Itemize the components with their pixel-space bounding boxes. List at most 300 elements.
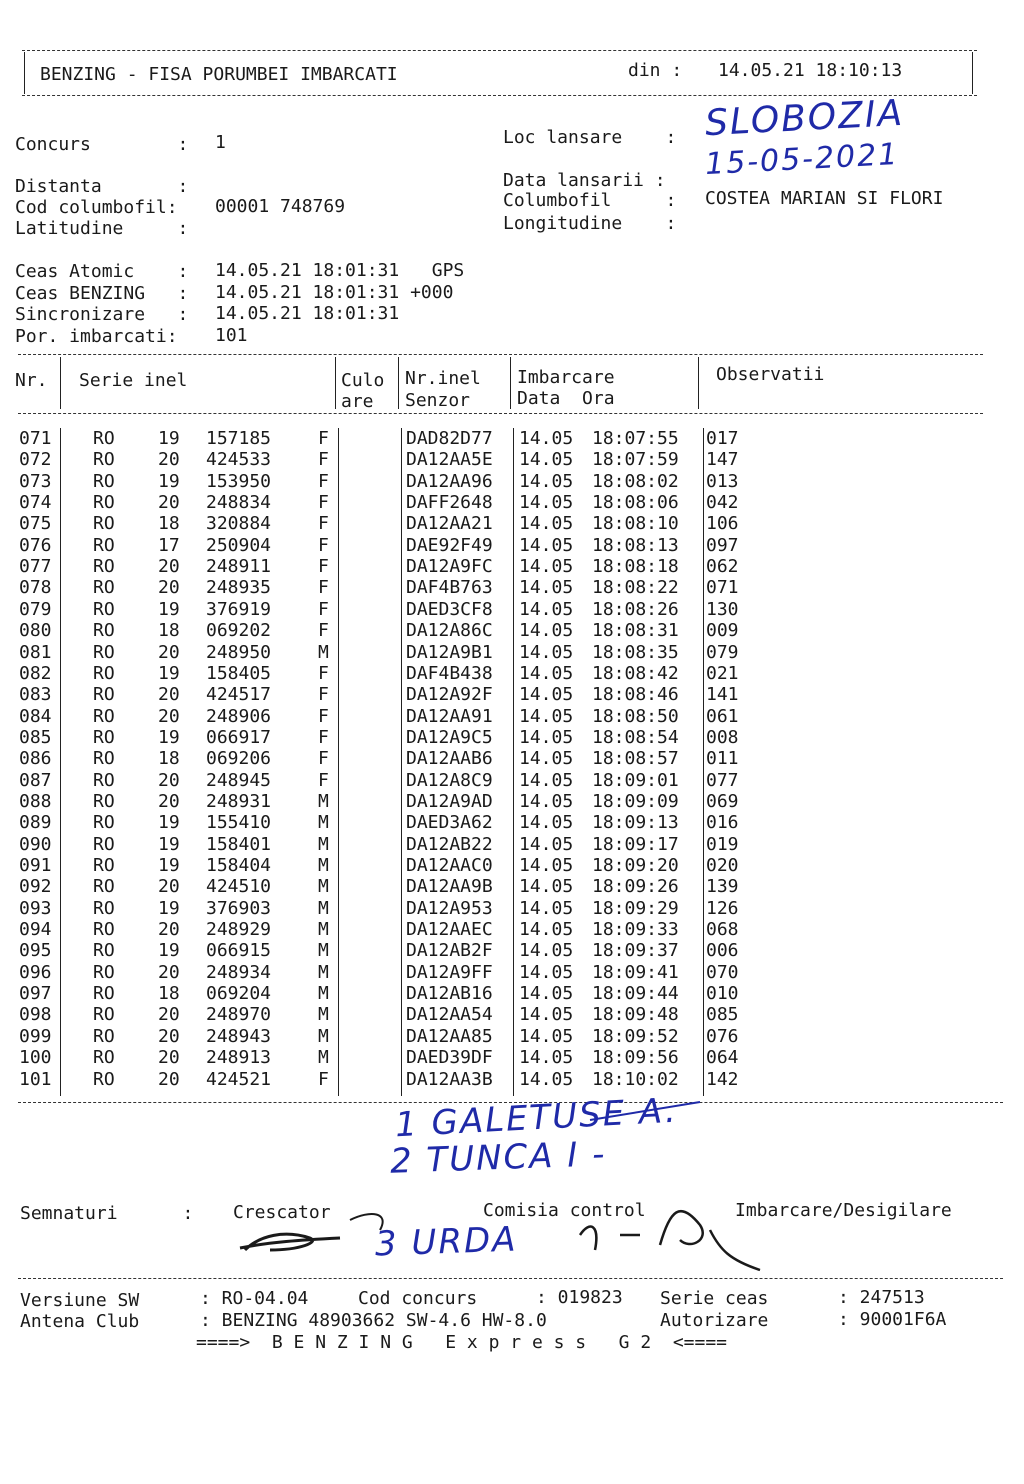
- cell-an: 20: [158, 919, 180, 941]
- cell-an: 20: [158, 876, 180, 898]
- autorizare-value: : 90001F6A: [838, 1309, 947, 1330]
- cell-senzor: DAED3CF8: [406, 598, 493, 620]
- table-row: [0, 898, 1024, 919]
- table-row: [0, 770, 1024, 791]
- footer-top-border: [18, 1278, 1003, 1279]
- cell-data: 14.05: [519, 1025, 574, 1047]
- cod-concurs-value: : 019823: [536, 1287, 623, 1308]
- cell-an: 19: [158, 662, 180, 684]
- table-row: [0, 492, 1024, 513]
- cell-nr: 079: [19, 598, 52, 620]
- cell-inel: 157185: [206, 428, 272, 449]
- cell-sex: F: [318, 620, 329, 642]
- header-left-border: [24, 52, 25, 94]
- cell-ora: 18:09:56: [592, 1047, 679, 1069]
- cell-tara: RO: [93, 598, 115, 620]
- cell-nr: 080: [19, 620, 52, 642]
- cell-data: 14.05: [519, 876, 574, 898]
- col-divider-serie: [335, 357, 336, 409]
- cell-sex: F: [318, 726, 329, 748]
- cell-tara: RO: [93, 1047, 115, 1069]
- table-row: [0, 1047, 1024, 1068]
- handwritten-loc-lansare: SLOBOZIA: [704, 92, 906, 145]
- cell-nr: 075: [19, 513, 52, 535]
- table-row: [0, 471, 1024, 492]
- cell-inel: 066915: [206, 940, 272, 962]
- serie-ceas-label: Serie ceas: [660, 1288, 769, 1309]
- cell-obs: 010: [706, 983, 739, 1005]
- cell-data: 14.05: [519, 812, 574, 834]
- signature-scribbles: [230, 1100, 790, 1280]
- table-row: [0, 449, 1024, 470]
- cell-ora: 18:09:01: [592, 769, 679, 791]
- cell-tara: RO: [93, 812, 115, 834]
- cell-inel: 250904: [206, 534, 272, 556]
- cell-obs: 106: [706, 513, 739, 535]
- cell-inel: 248913: [206, 1047, 272, 1069]
- table-row: [0, 962, 1024, 983]
- table-row: [0, 535, 1024, 556]
- header-culoare: Culo: [341, 370, 385, 391]
- cell-nr: 100: [19, 1047, 52, 1069]
- cell-senzor: DA12AA96: [406, 470, 493, 492]
- cell-sex: M: [318, 876, 329, 898]
- cell-nr: 071: [19, 428, 52, 449]
- cell-tara: RO: [93, 620, 115, 642]
- table-row: [0, 1026, 1024, 1047]
- header-imbarcare: Imbarcare: [517, 367, 615, 388]
- header-observatii: Observatii: [716, 364, 825, 385]
- table-row: [0, 1004, 1024, 1025]
- table-row: [0, 556, 1024, 577]
- cell-sex: M: [318, 812, 329, 834]
- cell-an: 20: [158, 577, 180, 599]
- table-row: [0, 513, 1024, 534]
- cell-obs: 011: [706, 748, 739, 770]
- comisia-control-label: Comisia control: [483, 1200, 646, 1221]
- cell-ora: 18:08:26: [592, 598, 679, 620]
- table-row: [0, 620, 1024, 641]
- cell-sex: F: [318, 748, 329, 770]
- cell-senzor: DA12AA91: [406, 705, 493, 727]
- page-title: BENZING - FISA PORUMBEI IMBARCATI: [40, 64, 398, 85]
- cell-obs: 062: [706, 556, 739, 578]
- cell-obs: 070: [706, 961, 739, 983]
- cell-inel: 424510: [206, 876, 272, 898]
- cell-an: 20: [158, 556, 180, 578]
- cell-data: 14.05: [519, 513, 574, 535]
- cell-nr: 094: [19, 919, 52, 941]
- cell-inel: 424521: [206, 1068, 272, 1090]
- cell-senzor: DA12A9AD: [406, 790, 493, 812]
- cell-nr: 078: [19, 577, 52, 599]
- cell-inel: 376919: [206, 598, 272, 620]
- cell-nr: 091: [19, 855, 52, 876]
- cell-nr: 082: [19, 662, 52, 684]
- cell-data: 14.05: [519, 1068, 574, 1090]
- cell-tara: RO: [93, 983, 115, 1005]
- cell-an: 20: [158, 684, 180, 706]
- table-row: [0, 706, 1024, 727]
- table-row: [0, 663, 1024, 684]
- cell-data: 14.05: [519, 684, 574, 706]
- cell-senzor: DAFF2648: [406, 492, 493, 514]
- cell-data: 14.05: [519, 577, 574, 599]
- cell-ora: 18:08:13: [592, 534, 679, 556]
- ceas-benzing-value: 14.05.21 18:01:31 +000: [215, 282, 454, 303]
- crescator-label: Crescator: [233, 1202, 331, 1223]
- ceas-atomic-label: Ceas Atomic :: [15, 261, 189, 282]
- cell-ora: 18:08:57: [592, 748, 679, 770]
- table-row: [0, 791, 1024, 812]
- cell-sex: M: [318, 983, 329, 1005]
- table-header-border: [18, 413, 983, 414]
- cell-obs: 079: [706, 641, 739, 663]
- cell-ora: 18:09:17: [592, 833, 679, 855]
- cell-senzor: DAF4B763: [406, 577, 493, 599]
- cell-obs: 142: [706, 1068, 739, 1090]
- cell-sex: M: [318, 940, 329, 962]
- table-row: [0, 855, 1024, 876]
- cell-senzor: DA12A8C9: [406, 769, 493, 791]
- cell-obs: 061: [706, 705, 739, 727]
- cell-obs: 009: [706, 620, 739, 642]
- cell-obs: 017: [706, 428, 739, 449]
- cell-senzor: DAD82D77: [406, 428, 493, 449]
- cell-senzor: DA12AA9B: [406, 876, 493, 898]
- cell-senzor: DAF4B438: [406, 662, 493, 684]
- cell-data: 14.05: [519, 662, 574, 684]
- imbarcare-desigilare-label: Imbarcare/Desigilare: [735, 1200, 952, 1221]
- cell-obs: 008: [706, 726, 739, 748]
- cell-inel: 424517: [206, 684, 272, 706]
- cell-an: 19: [158, 470, 180, 492]
- cell-sex: F: [318, 534, 329, 556]
- cell-data: 14.05: [519, 726, 574, 748]
- cell-tara: RO: [93, 449, 115, 471]
- cell-senzor: DA12A9FC: [406, 556, 493, 578]
- cell-an: 19: [158, 833, 180, 855]
- cell-nr: 090: [19, 833, 52, 855]
- loc-lansare-label: Loc lansare :: [503, 127, 677, 148]
- cell-nr: 101: [19, 1068, 52, 1090]
- cell-inel: 248970: [206, 1004, 272, 1026]
- cell-inel: 155410: [206, 812, 272, 834]
- cell-an: 19: [158, 598, 180, 620]
- cell-tara: RO: [93, 641, 115, 663]
- cell-an: 20: [158, 1047, 180, 1069]
- cell-sex: M: [318, 897, 329, 919]
- cell-data: 14.05: [519, 428, 574, 449]
- header-culoare-2: are: [341, 391, 374, 412]
- cell-ora: 18:08:42: [592, 662, 679, 684]
- cell-inel: 248931: [206, 790, 272, 812]
- cell-tara: RO: [93, 492, 115, 514]
- cell-ora: 18:08:46: [592, 684, 679, 706]
- data-lansarii-label: Data lansarii :: [503, 170, 666, 191]
- cell-sex: M: [318, 1047, 329, 1069]
- cell-data: 14.05: [519, 919, 574, 941]
- cell-nr: 087: [19, 769, 52, 791]
- cell-tara: RO: [93, 769, 115, 791]
- cell-an: 19: [158, 428, 180, 449]
- cell-tara: RO: [93, 790, 115, 812]
- cell-an: 20: [158, 1025, 180, 1047]
- cell-tara: RO: [93, 662, 115, 684]
- cod-columbofil-value: 00001 748769: [215, 196, 346, 217]
- table-row: [0, 983, 1024, 1004]
- cell-an: 19: [158, 726, 180, 748]
- cell-sex: F: [318, 598, 329, 620]
- cell-ora: 18:08:22: [592, 577, 679, 599]
- cell-an: 19: [158, 940, 180, 962]
- cell-senzor: DA12AA54: [406, 1004, 493, 1026]
- ceas-benzing-label: Ceas BENZING :: [15, 283, 189, 304]
- concurs-label: Concurs :: [15, 134, 189, 155]
- cell-an: 18: [158, 513, 180, 535]
- cell-inel: 158405: [206, 662, 272, 684]
- cell-inel: 248911: [206, 556, 272, 578]
- cell-inel: 069202: [206, 620, 272, 642]
- cell-obs: 020: [706, 855, 739, 876]
- cell-obs: 141: [706, 684, 739, 706]
- cell-sex: F: [318, 449, 329, 471]
- cell-sex: F: [318, 470, 329, 492]
- cell-ora: 18:08:35: [592, 641, 679, 663]
- cell-senzor: DA12AB22: [406, 833, 493, 855]
- cell-tara: RO: [93, 726, 115, 748]
- concurs-value: 1: [215, 132, 226, 153]
- col-divider-senzor: [510, 357, 511, 409]
- cell-nr: 073: [19, 470, 52, 492]
- cell-ora: 18:09:13: [592, 812, 679, 834]
- cell-ora: 18:07:59: [592, 449, 679, 471]
- cell-ora: 18:08:06: [592, 492, 679, 514]
- cell-sex: M: [318, 919, 329, 941]
- cod-concurs-label: Cod concurs: [358, 1288, 478, 1309]
- table-row: [0, 876, 1024, 897]
- header-serie-inel: Serie inel: [79, 370, 188, 391]
- cell-senzor: DA12A9B1: [406, 641, 493, 663]
- cell-ora: 18:09:52: [592, 1025, 679, 1047]
- cell-inel: 248906: [206, 705, 272, 727]
- cell-tara: RO: [93, 556, 115, 578]
- cell-sex: M: [318, 641, 329, 663]
- cell-an: 18: [158, 983, 180, 1005]
- cell-ora: 18:09:29: [592, 897, 679, 919]
- cell-obs: 021: [706, 662, 739, 684]
- cell-senzor: DA12A9FF: [406, 961, 493, 983]
- cell-data: 14.05: [519, 790, 574, 812]
- cell-obs: 076: [706, 1025, 739, 1047]
- cell-sex: F: [318, 577, 329, 599]
- longitudine-label: Longitudine :: [503, 213, 677, 234]
- cell-senzor: DA12AAB6: [406, 748, 493, 770]
- cell-tara: RO: [93, 940, 115, 962]
- semnaturi-label: Semnaturi :: [20, 1203, 194, 1224]
- cell-sex: F: [318, 513, 329, 535]
- cell-sex: M: [318, 833, 329, 855]
- cell-sex: F: [318, 705, 329, 727]
- cell-data: 14.05: [519, 641, 574, 663]
- cell-senzor: DAED39DF: [406, 1047, 493, 1069]
- col-divider-imbarcare: [698, 357, 699, 409]
- header-senzor: Senzor: [405, 390, 471, 411]
- cell-an: 17: [158, 534, 180, 556]
- cell-inel: 069204: [206, 983, 272, 1005]
- cell-senzor: DAE92F49: [406, 534, 493, 556]
- cell-tara: RO: [93, 470, 115, 492]
- table-row: [0, 1069, 1024, 1090]
- cell-tara: RO: [93, 748, 115, 770]
- antena-club-label: Antena Club: [20, 1311, 140, 1332]
- cell-nr: 096: [19, 961, 52, 983]
- cell-data: 14.05: [519, 470, 574, 492]
- cell-an: 18: [158, 620, 180, 642]
- cell-tara: RO: [93, 833, 115, 855]
- cell-data: 14.05: [519, 449, 574, 471]
- cell-tara: RO: [93, 897, 115, 919]
- cell-ora: 18:09:26: [592, 876, 679, 898]
- cell-inel: 248834: [206, 492, 272, 514]
- cell-senzor: DA12AA3B: [406, 1068, 493, 1090]
- cell-data: 14.05: [519, 748, 574, 770]
- sincronizare-value: 14.05.21 18:01:31: [215, 303, 400, 324]
- cell-tara: RO: [93, 1068, 115, 1090]
- cell-ora: 18:08:31: [592, 620, 679, 642]
- cell-sex: F: [318, 428, 329, 449]
- cell-sex: M: [318, 855, 329, 876]
- cell-ora: 18:09:48: [592, 1004, 679, 1026]
- cell-tara: RO: [93, 577, 115, 599]
- cell-senzor: DA12AA5E: [406, 449, 493, 471]
- table-row: [0, 812, 1024, 833]
- cell-senzor: DA12AAC0: [406, 855, 493, 876]
- versiune-sw-label: Versiune SW: [20, 1290, 140, 1311]
- cell-an: 19: [158, 812, 180, 834]
- cell-inel: 320884: [206, 513, 272, 535]
- cell-sex: M: [318, 1004, 329, 1026]
- cell-inel: 248945: [206, 769, 272, 791]
- versiune-sw-value: : RO-04.04: [200, 1288, 309, 1309]
- cell-ora: 18:09:37: [592, 940, 679, 962]
- cell-an: 19: [158, 855, 180, 876]
- cell-tara: RO: [93, 1025, 115, 1047]
- cell-tara: RO: [93, 876, 115, 898]
- cell-nr: 081: [19, 641, 52, 663]
- cell-senzor: DA12A953: [406, 897, 493, 919]
- cell-tara: RO: [93, 961, 115, 983]
- benzing-banner: ====> B E N Z I N G E x p r e s s G 2 <====: [196, 1332, 728, 1353]
- cell-nr: 076: [19, 534, 52, 556]
- cell-nr: 098: [19, 1004, 52, 1026]
- cell-obs: 130: [706, 598, 739, 620]
- cell-inel: 248943: [206, 1025, 272, 1047]
- header-right-border: [972, 52, 973, 94]
- cell-inel: 066917: [206, 726, 272, 748]
- cell-obs: 097: [706, 534, 739, 556]
- col-divider-culoare: [398, 357, 399, 409]
- cell-senzor: DA12A92F: [406, 684, 493, 706]
- cell-nr: 092: [19, 876, 52, 898]
- antena-club-value: : BENZING 48903662 SW-4.6 HW-8.0: [200, 1310, 547, 1331]
- latitudine-label: Latitudine :: [15, 218, 189, 239]
- cell-obs: 064: [706, 1047, 739, 1069]
- cell-ora: 18:09:44: [592, 983, 679, 1005]
- cell-sex: F: [318, 662, 329, 684]
- cell-ora: 18:09:20: [592, 855, 679, 876]
- cell-inel: 424533: [206, 449, 272, 471]
- cell-nr: 089: [19, 812, 52, 834]
- cell-nr: 077: [19, 556, 52, 578]
- columbofil-label: Columbofil :: [503, 190, 677, 211]
- cell-ora: 18:08:50: [592, 705, 679, 727]
- cell-obs: 085: [706, 1004, 739, 1026]
- cell-sex: M: [318, 1025, 329, 1047]
- cell-data: 14.05: [519, 1047, 574, 1069]
- table-row: [0, 599, 1024, 620]
- cell-inel: 069206: [206, 748, 272, 770]
- cell-sex: M: [318, 790, 329, 812]
- cell-nr: 099: [19, 1025, 52, 1047]
- cell-tara: RO: [93, 534, 115, 556]
- cell-tara: RO: [93, 513, 115, 535]
- table-row: [0, 940, 1024, 961]
- cell-data: 14.05: [519, 940, 574, 962]
- handwritten-name-1: 1 GALETUSE A.: [394, 1090, 679, 1146]
- cell-obs: 068: [706, 919, 739, 941]
- cell-inel: 248934: [206, 961, 272, 983]
- cell-data: 14.05: [519, 598, 574, 620]
- handwritten-data-lansarii: 15-05-2021: [704, 136, 901, 183]
- cell-obs: 013: [706, 470, 739, 492]
- autorizare-label: Autorizare: [660, 1310, 769, 1331]
- cell-data: 14.05: [519, 620, 574, 642]
- cell-nr: 095: [19, 940, 52, 962]
- cell-an: 20: [158, 705, 180, 727]
- cell-obs: 077: [706, 769, 739, 791]
- table-row: [0, 642, 1024, 663]
- cell-tara: RO: [93, 684, 115, 706]
- header-nr-inel: Nr.inel: [405, 368, 481, 389]
- cell-sex: F: [318, 769, 329, 791]
- cell-obs: 147: [706, 449, 739, 471]
- cell-an: 20: [158, 961, 180, 983]
- cell-obs: 019: [706, 833, 739, 855]
- cell-inel: 158401: [206, 833, 272, 855]
- sincronizare-label: Sincronizare :: [15, 304, 189, 325]
- cell-data: 14.05: [519, 961, 574, 983]
- cell-nr: 083: [19, 684, 52, 706]
- cell-ora: 18:09:09: [592, 790, 679, 812]
- cell-inel: 248950: [206, 641, 272, 663]
- cell-an: 20: [158, 1004, 180, 1026]
- cell-an: 19: [158, 897, 180, 919]
- cell-sex: F: [318, 556, 329, 578]
- distanta-label: Distanta :: [15, 176, 189, 197]
- cell-obs: 042: [706, 492, 739, 514]
- cell-ora: 18:07:55: [592, 428, 679, 449]
- table-row: [0, 919, 1024, 940]
- cell-an: 20: [158, 492, 180, 514]
- cell-nr: 097: [19, 983, 52, 1005]
- cell-senzor: DA12AA85: [406, 1025, 493, 1047]
- cell-tara: RO: [93, 428, 115, 449]
- cell-data: 14.05: [519, 492, 574, 514]
- din-label: din :: [628, 60, 683, 81]
- cell-nr: 072: [19, 449, 52, 471]
- cell-nr: 085: [19, 726, 52, 748]
